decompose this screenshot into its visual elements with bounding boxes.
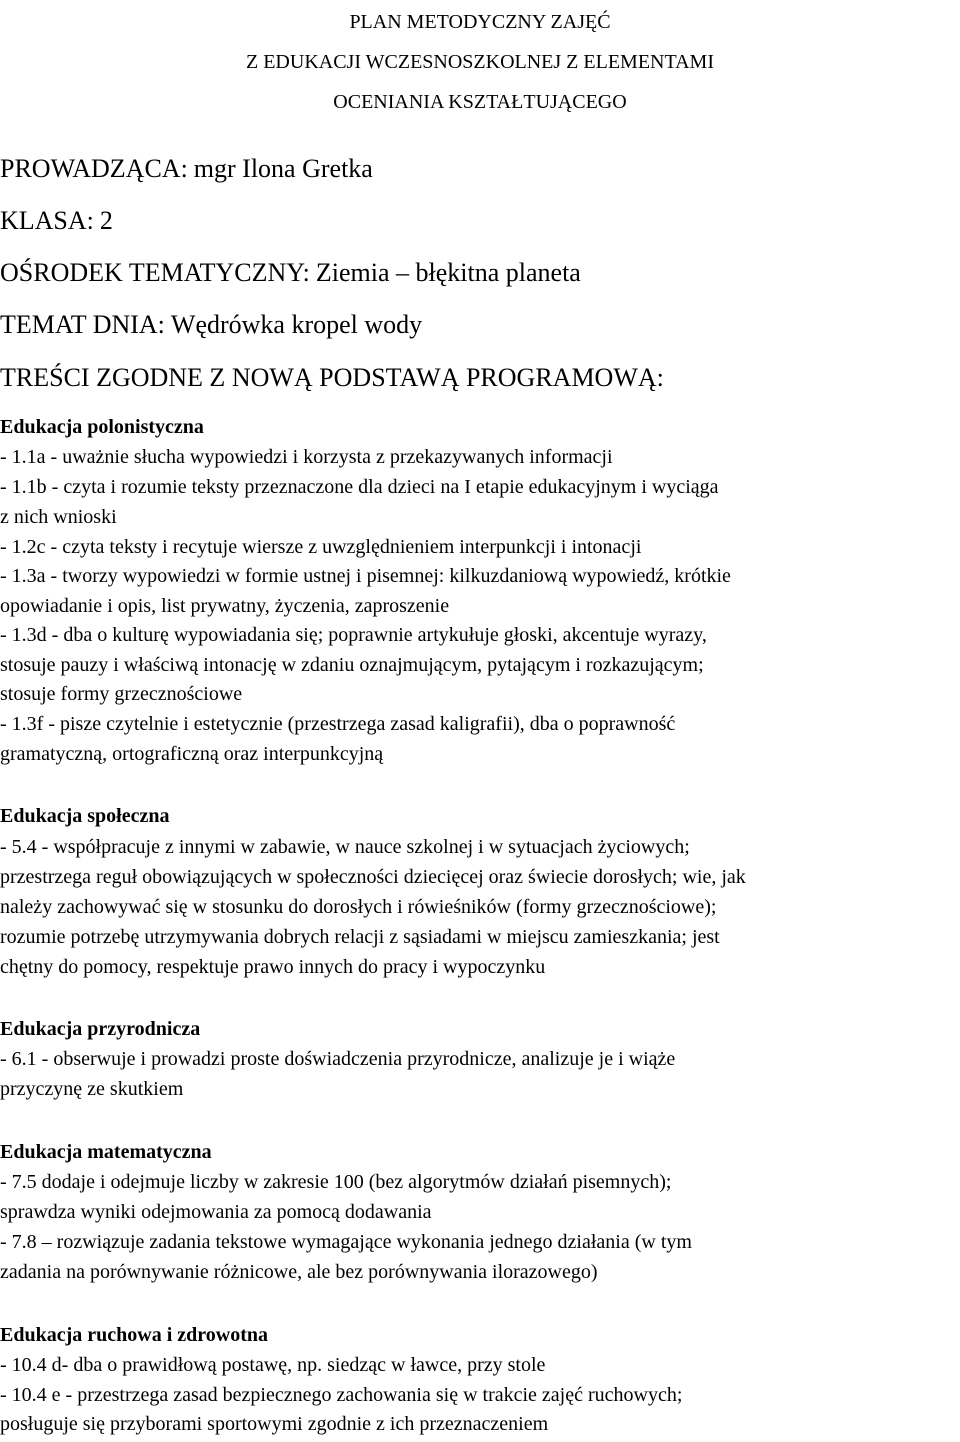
section-line: - 1.3a - tworzy wypowiedzi w formie ustnej i pisemnej: kilkuzdaniową wypowiedź, krótkie	[0, 565, 731, 587]
section-line: - 10.4 e - przestrzega zasad bezpiecznego zachowania się w trakcie zajęć ruchowych;	[0, 1384, 683, 1406]
document-title-line-1: PLAN METODYCZNY ZAJĘĆ	[349, 11, 611, 33]
section-line: z nich wnioski	[0, 506, 117, 528]
section-line: - 1.3d - dba o kulturę wypowiadania się; poprawnie artykułuje głoski, akcentuje wyrazy,	[0, 624, 707, 646]
section-line: opowiadanie i opis, list prywatny, życzenia, zaproszenie	[0, 595, 450, 617]
topic-value: Wędrówka kropel wody	[170, 310, 423, 339]
content-heading: TREŚCI ZGODNE Z NOWĄ PODSTAWĄ PROGRAMOWĄ:	[0, 363, 664, 392]
section-heading-physical: Edukacja ruchowa i zdrowotna	[0, 1324, 268, 1346]
theme-label: OŚRODEK TEMATYCZNY:	[0, 258, 310, 287]
section-heading-math: Edukacja matematyczna	[0, 1141, 212, 1163]
section-line: przyczynę ze skutkiem	[0, 1078, 184, 1100]
theme-field	[0, 257, 581, 289]
section-heading-nature: Edukacja przyrodnicza	[0, 1018, 201, 1040]
section-heading-polish: Edukacja polonistyczna	[0, 416, 204, 438]
section-line: stosuje formy grzecznościowe	[0, 683, 243, 705]
section-line: - 1.1b - czyta i rozumie teksty przeznaczone dla dzieci na I etapie edukacyjnym i wyciąga	[0, 476, 719, 498]
section-line: chętny do pomocy, respektuje prawo innych do pracy i wypoczynku	[0, 956, 546, 978]
class-field	[0, 205, 113, 237]
topic-label: TEMAT DNIA:	[0, 310, 165, 339]
section-line: przestrzega reguł obowiązujących w społeczności dziecięcej oraz świecie dorosłych; wie, jak	[0, 866, 746, 888]
section-line: sprawdza wyniki odejmowania za pomocą dodawania	[0, 1201, 432, 1223]
section-line: zadania na porównywanie różnicowe, ale bez porównywania ilorazowego)	[0, 1261, 598, 1283]
section-line: gramatyczną, ortograficzną oraz interpunkcyjną	[0, 743, 384, 765]
teacher-label: PROWADZĄCA:	[0, 154, 188, 183]
section-line: rozumie potrzebę utrzymywania dobrych relacji z sąsiadami w miejscu zamieszkania; jest	[0, 926, 720, 948]
theme-value: Ziemia – błękitna planeta	[315, 258, 581, 287]
teacher-value: mgr Ilona Gretka	[193, 154, 373, 183]
section-line: - 1.2c - czyta teksty i recytuje wiersze z uwzględnieniem interpunkcji i intonacji	[0, 536, 642, 558]
section-line: posługuje się przyborami sportowymi zgodnie z ich przeznaczeniem	[0, 1413, 549, 1435]
class-value: 2	[99, 206, 113, 235]
section-line: - 5.4 - współpracuje z innymi w zabawie, w nauce szkolnej i w sytuacjach życiowych;	[0, 836, 690, 858]
section-line: - 7.5 dodaje i odejmuje liczby w zakresie 100 (bez algorytmów działań pisemnych);	[0, 1171, 672, 1193]
section-line: - 10.4 d- dba o prawidłową postawę, np. siedząc w ławce, przy stole	[0, 1354, 546, 1376]
section-line: - 7.8 – rozwiązuje zadania tekstowe wymagające wykonania jednego działania (w tym	[0, 1231, 692, 1253]
section-line: należy zachowywać się w stosunku do dorosłych i rówieśników (formy grzecznościowe);	[0, 896, 717, 918]
section-heading-social: Edukacja społeczna	[0, 805, 170, 827]
document-title-line-3: OCENIANIA KSZTAŁTUJĄCEGO	[333, 91, 627, 113]
topic-field	[0, 309, 422, 341]
section-line: stosuje pauzy i właściwą intonację w zdaniu oznajmującym, pytającym i rozkazującym;	[0, 654, 704, 676]
section-line: - 1.3f - pisze czytelnie i estetycznie (przestrzega zasad kaligrafii), dba o poprawność	[0, 713, 676, 735]
class-label: KLASA:	[0, 206, 94, 235]
section-line: - 6.1 - obserwuje i prowadzi proste doświadczenia przyrodnicze, analizuje je i wiąże	[0, 1048, 676, 1070]
teacher-field	[0, 153, 373, 185]
document-title-line-2: Z EDUKACJI WCZESNOSZKOLNEJ Z ELEMENTAMI	[246, 51, 714, 73]
section-line: - 1.1a - uważnie słucha wypowiedzi i korzysta z przekazywanych informacji	[0, 446, 613, 468]
